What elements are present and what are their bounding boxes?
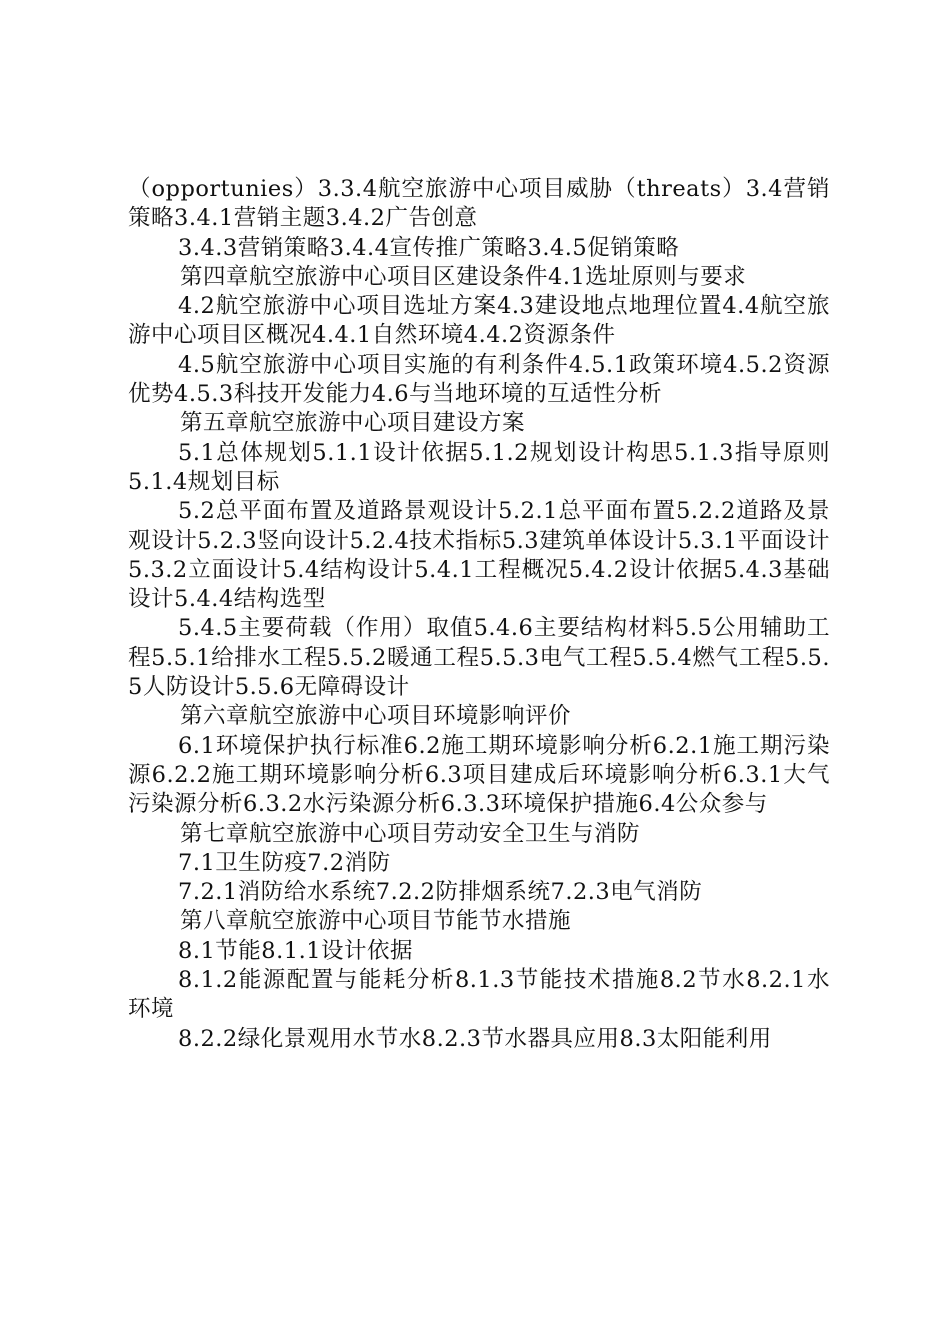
paragraph-5-4-5: 5.4.5主要荷载（作用）取值5.4.6主要结构材料5.5公用辅助工程5.5.1给排水工程5.5.2暖通工程5.5.3电气工程5.5.4燃气工程5.5.5人防设计5.5.6无障碍设计 [128,615,830,701]
paragraph-4-5: 4.5航空旅游中心项目实施的有利条件4.5.1政策环境4.5.2资源优势4.5.3科技开发能力4.6与当地环境的互适性分析 [128,351,830,408]
chapter-4-heading: 第四章航空旅游中心项目区建设条件4.1选址原则与要求 [180,263,747,290]
chapter-6-heading: 第六章航空旅游中心项目环境影响评价 [180,703,572,730]
paragraph-7-1: 7.1卫生防疫7.2消防 [178,849,391,876]
paragraph-5-2: 5.2总平面布置及道路景观设计5.2.1总平面布置5.2.2道路及景观设计5.2.3竖向设计5.2.4技术指标5.3建筑单体设计5.3.1平面设计5.3.2立面设计5.4结构设计5.4.1工程概况5.4.2设计依据5.4.3基础设计5.4.4结构选型 [128,498,830,613]
paragraph-6-1: 6.1环境保护执行标准6.2施工期环境影响分析6.2.1施工期污染源6.2.2施工期环境影响分析6.3项目建成后环境影响分析6.3.1大气污染源分析6.3.2水污染源分析6.3.3环境保护措施6.4公众参与 [128,732,830,818]
document-page [128,175,830,1054]
paragraph-5-1: 5.1总体规划5.1.1设计依据5.1.2规划设计构思5.1.3指导原则5.1.4规划目标 [128,439,830,495]
paragraph-8-2-2: 8.2.2绿化景观用水节水8.2.3节水器具应用8.3太阳能利用 [178,1025,772,1052]
chapter-7-heading: 第七章航空旅游中心项目劳动安全卫生与消防 [180,820,641,847]
paragraph-8-1-2: 8.1.2能源配置与能耗分析8.1.3节能技术措施8.2节水8.2.1水环境 [128,967,830,1023]
paragraph-3-4-3: 3.4.3营销策略3.4.4宣传推广策略3.4.5促销策略 [178,234,680,261]
paragraph-opportunities-threats: （opportunies）3.3.4航空旅游中心项目威胁（threats）3.4营销策略3.4.1营销主题3.4.2广告创意 [128,176,830,232]
paragraph-8-1: 8.1节能8.1.1设计依据 [178,937,414,964]
chapter-8-heading: 第八章航空旅游中心项目节能节水措施 [180,908,572,935]
chapter-5-heading: 第五章航空旅游中心项目建设方案 [180,410,526,437]
paragraph-7-2-1: 7.2.1消防给水系统7.2.2防排烟系统7.2.3电气消防 [178,879,703,906]
paragraph-4-2: 4.2航空旅游中心项目选址方案4.3建设地点地理位置4.4航空旅游中心项目区概况4.4.1自然环境4.4.2资源条件 [128,293,830,349]
